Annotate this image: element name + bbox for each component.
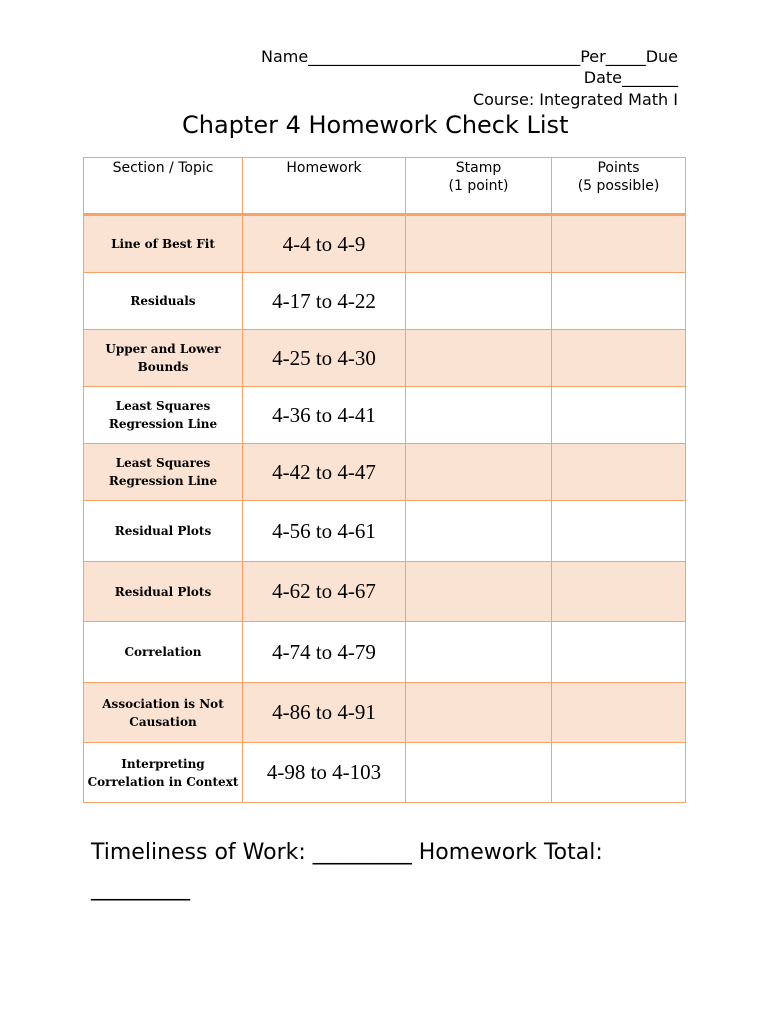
homework-cell: 4-25 to 4-30 [243,330,406,387]
topic-cell: Association is Not Causation [84,683,243,743]
points-cell[interactable] [552,215,686,273]
points-cell[interactable] [552,273,686,330]
table-row [84,622,686,683]
topic-cell: Least Squares Regression Line [84,387,243,444]
course-line: Course: Integrated Math I [472,90,678,109]
homework-cell: 4-62 to 4-67 [243,562,406,622]
stamp-cell[interactable] [406,622,552,683]
homework-table [83,157,686,803]
points-cell[interactable] [552,501,686,562]
homework-cell: 4-98 to 4-103 [243,743,406,803]
stamp-cell[interactable] [406,330,552,387]
homework-cell: 4-36 to 4-41 [243,387,406,444]
points-cell[interactable] [552,743,686,803]
table-body [84,215,686,803]
points-cell[interactable] [552,562,686,622]
points-cell[interactable] [552,387,686,444]
date-line: Date_______ [583,68,678,87]
column-header-homework: Homework [243,158,406,215]
stamp-cell[interactable] [406,683,552,743]
topic-cell: Line of Best Fit [84,215,243,273]
points-cell[interactable] [552,622,686,683]
stamp-cell[interactable] [406,444,552,501]
column-header-points: Points (5 possible) [552,158,686,215]
points-cell[interactable] [552,683,686,743]
homework-cell: 4-17 to 4-22 [243,273,406,330]
topic-cell: Interpreting Correlation in Context [84,743,243,803]
topic-cell: Correlation [84,622,243,683]
topic-cell: Residual Plots [84,501,243,562]
table-row [84,387,686,444]
stamp-cell[interactable] [406,562,552,622]
table-row [84,330,686,387]
homework-cell: 4-4 to 4-9 [243,215,406,273]
stamp-cell[interactable] [406,215,552,273]
table-row [84,215,686,273]
topic-cell: Upper and Lower Bounds [84,330,243,387]
points-cell[interactable] [552,330,686,387]
topic-cell: Residual Plots [84,562,243,622]
table-row [84,683,686,743]
column-header-stamp: Stamp (1 point) [406,158,552,215]
name-per-due-line: Name__________________________________Per_____Due [260,47,678,66]
timeliness-homework-total-line: Timeliness of Work: _________ Homework Total: _________ [91,840,610,901]
stamp-cell[interactable] [406,387,552,444]
table-header-row [84,158,686,215]
table-row [84,562,686,622]
table-row [84,501,686,562]
table-row [84,743,686,803]
stamp-cell[interactable] [406,743,552,803]
column-header-section-topic: Section / Topic [84,158,243,215]
stamp-cell[interactable] [406,273,552,330]
stamp-cell[interactable] [406,501,552,562]
table-row [84,444,686,501]
table-row [84,273,686,330]
homework-cell: 4-56 to 4-61 [243,501,406,562]
topic-cell: Least Squares Regression Line [84,444,243,501]
points-cell[interactable] [552,444,686,501]
topic-cell: Residuals [84,273,243,330]
homework-cell: 4-42 to 4-47 [243,444,406,501]
homework-cell: 4-86 to 4-91 [243,683,406,743]
homework-cell: 4-74 to 4-79 [243,622,406,683]
page-title: Chapter 4 Homework Check List [182,111,569,139]
